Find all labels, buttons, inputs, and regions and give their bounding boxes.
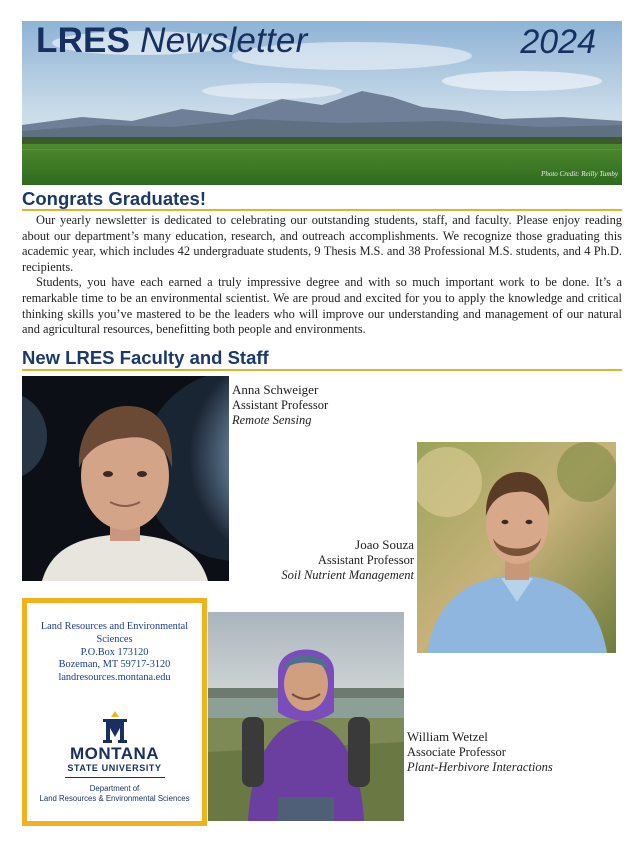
person-william-wetzel xyxy=(407,729,553,776)
msu-logo xyxy=(27,711,202,804)
section-divider xyxy=(22,209,622,211)
person-joao-souza xyxy=(281,537,414,584)
photo-credit: Photo Credit: Reilly Tumby xyxy=(541,170,618,178)
portrait-anna-schweiger xyxy=(22,376,229,581)
person-name: Joao Souza xyxy=(355,537,414,552)
person-name: Anna Schweiger xyxy=(232,382,319,397)
logo-subline: STATE UNIVERSITY xyxy=(67,763,162,773)
person-field: Plant-Herbivore Interactions xyxy=(407,760,553,774)
newsletter-title xyxy=(36,21,307,61)
address-dept-line1: Land Resources and Environmental xyxy=(40,621,189,632)
logo-dept-line1: Department of xyxy=(89,784,140,793)
msu-m-icon xyxy=(100,711,130,745)
faculty-heading: New LRES Faculty and Staff xyxy=(22,347,269,368)
portrait-william-wetzel xyxy=(208,612,404,821)
portrait-joao-souza xyxy=(417,442,616,653)
paragraph: Students, you have each earned a truly impressive degree and with so much important work to be done. It’s a remarkable time to be an environmental scientist. We are proud and excited for you to apply the knowledge and critical thinking skills you’ve mastered to be the leaders who will improve our understanding and management of our natural and agricultural resources, benefitting both people and environments. xyxy=(22,275,622,337)
person-title: Associate Professor xyxy=(407,744,506,759)
masthead-banner xyxy=(22,21,622,185)
website-link[interactable]: landresources.montana.edu xyxy=(58,672,171,684)
address-po-box: P.O.Box 173120 xyxy=(80,646,149,658)
congrats-body xyxy=(22,213,622,338)
person-name: William Wetzel xyxy=(407,729,488,744)
person-field: Soil Nutrient Management xyxy=(281,568,414,582)
paragraph: Our yearly newsletter is dedicated to celebrating our outstanding students, staff, and faculty. Please enjoy reading about our department’s many education, research, and outreach accomplishments. We recognize those graduating this academic year, which includes 42 undergraduate students, 9 Thesis M.S. and 38 Professional M.S. students, and 4 Ph.D. recipients. xyxy=(22,213,622,274)
address-box xyxy=(22,598,207,826)
person-title: Assistant Professor xyxy=(317,552,414,567)
logo-wordmark: MONTANA xyxy=(69,744,160,763)
person-anna-schweiger xyxy=(232,382,328,429)
newsletter-year: 2024 xyxy=(520,23,596,61)
title-lres: LRES xyxy=(36,21,131,60)
person-title: Assistant Professor xyxy=(232,397,329,412)
logo-dept-line2: Land Resources & Environmental Sciences xyxy=(39,794,190,803)
person-field: Remote Sensing xyxy=(232,413,312,427)
mailing-address xyxy=(27,621,202,685)
congrats-heading: Congrats Graduates! xyxy=(22,188,207,209)
section-divider xyxy=(22,369,622,371)
title-newsletter: Newsletter xyxy=(140,21,308,60)
logo-divider xyxy=(65,777,165,778)
address-city: Bozeman, MT 59717-3120 xyxy=(58,659,171,671)
logo-dept xyxy=(27,784,202,804)
address-dept-line2: Sciences xyxy=(96,633,133,645)
